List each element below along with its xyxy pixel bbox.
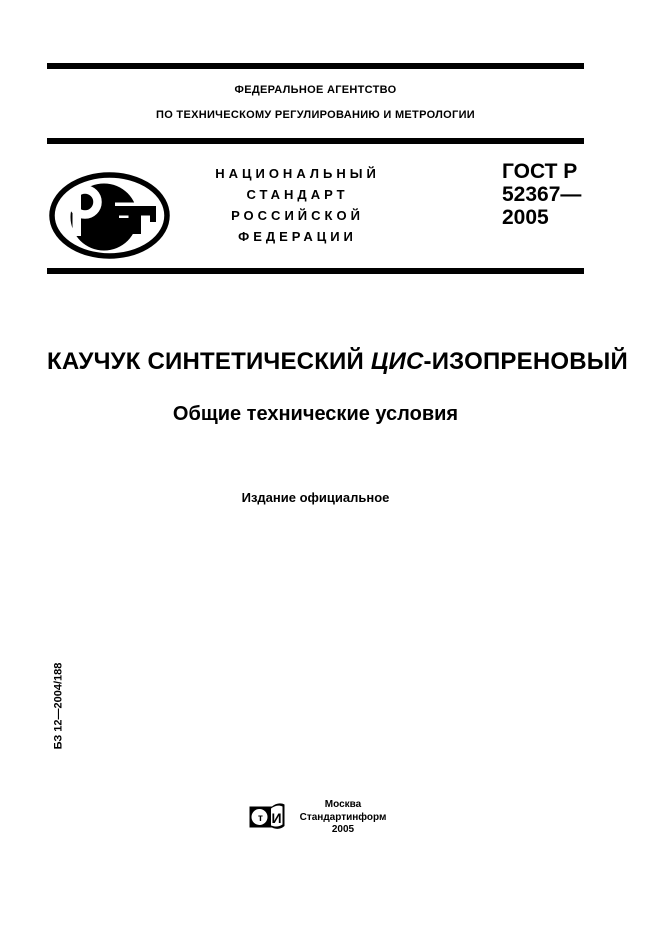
svg-text:И: И — [271, 810, 282, 826]
org-line: НАЦИОНАЛЬНЫЙ — [215, 166, 380, 181]
document-title — [47, 348, 628, 376]
document-subtitle: Общие технические условия — [172, 403, 459, 425]
designation-line: 52367— — [502, 183, 582, 206]
agency-name-line2: ПО ТЕХНИЧЕСКОМУ РЕГУЛИРОВАНИЮ И МЕТРОЛОГИИ — [156, 109, 475, 121]
title-part3: -ИЗОПРЕНОВЫЙ — [423, 348, 628, 375]
header-rule — [47, 138, 584, 144]
standartinform-logo-icon — [248, 802, 286, 832]
edition-note: Издание официальное — [241, 490, 390, 505]
org-line: СТАНДАРТ — [246, 187, 349, 202]
imprint-year: 2005 — [331, 824, 355, 835]
imprint-publisher: Стандартинформ — [299, 811, 387, 823]
designation-line: 2005 — [502, 206, 549, 229]
org-line: ФЕДЕРАЦИИ — [238, 229, 357, 244]
title-part1: КАУЧУК СИНТЕТИЧЕСКИЙ — [47, 348, 371, 375]
imprint-block — [297, 799, 389, 837]
imprint-city: Москва — [324, 799, 362, 810]
spine-code: БЗ 12—2004/188 — [52, 662, 65, 750]
rst-certification-logo-icon — [49, 172, 170, 259]
designation-line: ГОСТ Р — [502, 160, 578, 183]
svg-text:т: т — [258, 813, 263, 824]
national-standard-block — [175, 163, 420, 247]
agency-name-line1: ФЕДЕРАЛЬНОЕ АГЕНТСТВО — [234, 84, 397, 96]
org-line: РОССИЙСКОЙ — [231, 208, 364, 223]
standard-designation — [502, 160, 581, 229]
brand-rule — [47, 268, 584, 274]
top-rule — [47, 63, 584, 69]
title-italic-part: ЦИС — [370, 348, 424, 375]
